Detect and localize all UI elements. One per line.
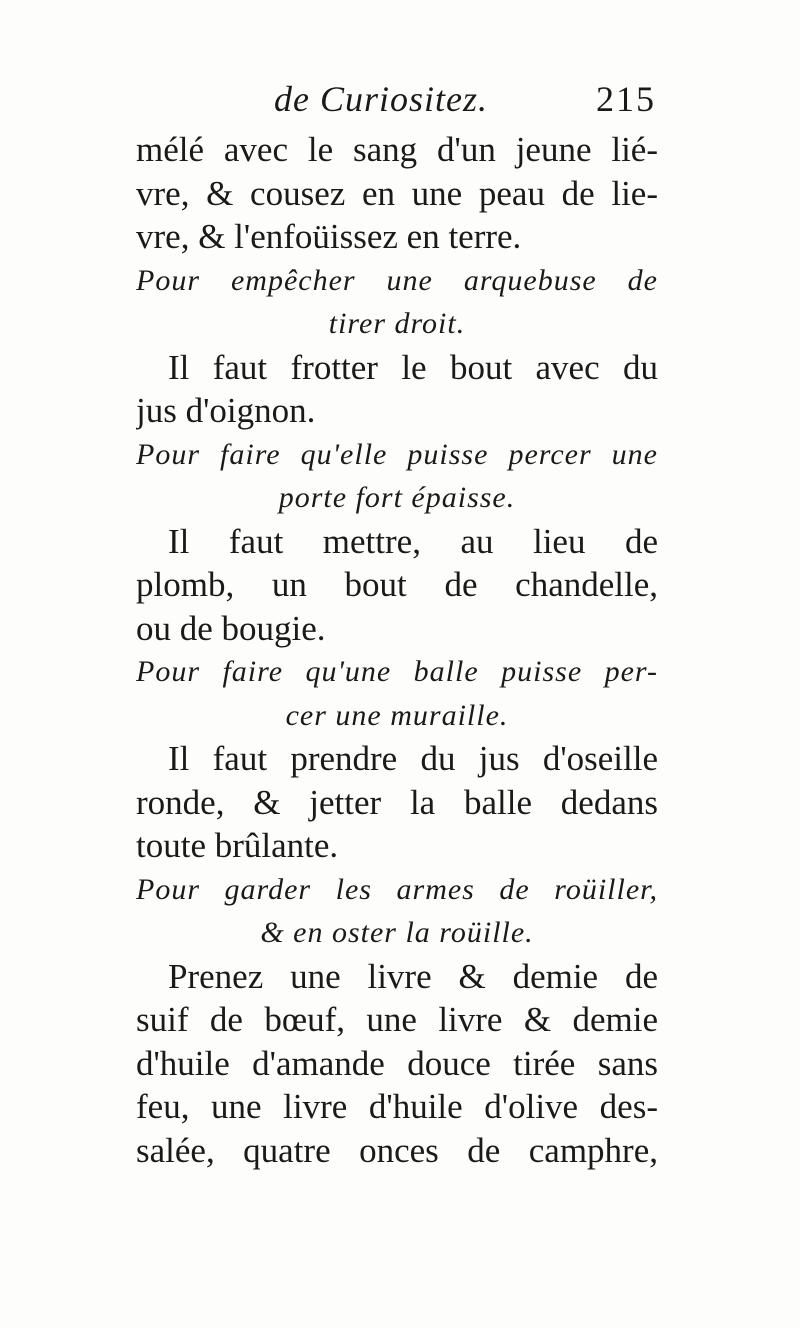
body-text-line: d'huile d'amande douce tirée sans [136,1043,658,1083]
section-heading-line: cer une muraille. [285,698,509,732]
body-text-line: Il faut prendre du jus d'oseille [168,739,658,778]
body-text-line: vre, & cousez en une peau de lie- [136,173,658,213]
section-heading-line: tirer droit. [328,307,466,340]
section-heading-line: Pour faire qu'une balle puisse per- [136,655,658,688]
text-block [136,128,658,1172]
page-number: 215 [596,79,656,119]
section-heading-line: Pour garder les armes de roüiller, [136,872,658,906]
body-text-line: vre, & l'enfoüissez en terre. [136,217,522,256]
section-heading-line: Pour empêcher une arquebuse de [136,263,658,297]
body-text-line: toute brûlante. [136,826,339,865]
section-heading-line: & en oster la roüille. [260,916,534,949]
body-text-line: Il faut frotter le bout avec du [168,347,658,387]
body-text-line: mélé avec le sang d'un jeune lié- [136,130,658,169]
body-text-line: salée, quatre onces de camphre, [136,1130,658,1170]
body-text-line: jus d'oignon. [136,391,316,430]
body-text-line: ronde, & jetter la balle dedans [136,782,658,822]
body-text-line: Prenez une livre & demie de [168,956,658,996]
body-text-line: suif de bœuf, une livre & demie [136,1000,658,1039]
running-title: de Curiositez. [274,79,489,119]
body-text-line: ou de bougie. [136,608,326,648]
body-text-line: feu, une livre d'huile d'olive des- [136,1087,658,1126]
body-text-line: Il faut mettre, au lieu de [168,521,658,561]
section-heading-line: porte fort épaisse. [278,481,516,514]
running-head [136,78,656,128]
section-heading-line: Pour faire qu'elle puisse percer une [136,437,658,471]
body-text-line: plomb, un bout de chandelle, [136,565,658,604]
